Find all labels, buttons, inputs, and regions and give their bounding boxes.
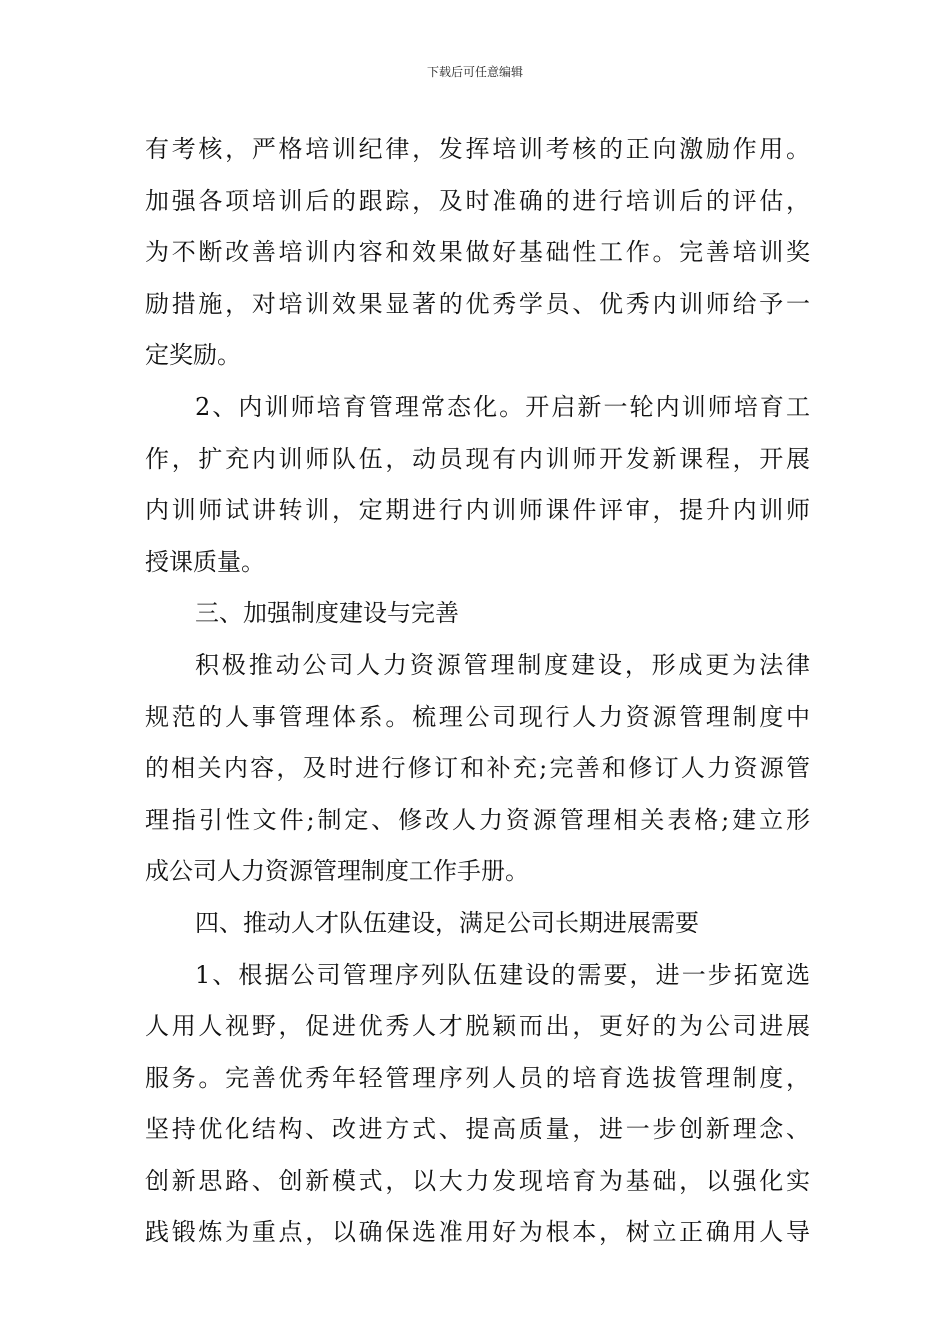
text-line: 内训师试讲转训，定期进行内训师课件评审，提升内训师 [145, 496, 810, 525]
text-line: 1、根据公司管理序列队伍建设的需要，进一步拓宽选 [195, 960, 810, 989]
text-line: 服务。完善优秀年轻管理序列人员的培育选拔管理制度， [145, 1063, 810, 1092]
text-line: 三、加强制度建设与完善 [195, 599, 459, 628]
text-line: 定奖励。 [145, 341, 241, 370]
text-line: 创新思路、创新模式，以大力发现培育为基础，以强化实 [145, 1166, 810, 1195]
text-line: 为不断改善培训内容和效果做好基础性工作。完善培训奖 [145, 238, 810, 267]
text-line: 2、内训师培育管理常态化。开启新一轮内训师培育工 [195, 392, 810, 421]
text-line: 成公司人力资源管理制度工作手册。 [145, 857, 529, 886]
text-line: 加强各项培训后的跟踪，及时准确的进行培训后的评估， [145, 186, 810, 215]
page-header: 下载后可任意编辑 [426, 65, 523, 79]
text-line: 授课质量。 [145, 547, 265, 576]
text-line: 励措施，对培训效果显著的优秀学员、优秀内训师给予一 [145, 289, 810, 318]
text-line: 践锻炼为重点，以确保选准用好为根本，树立正确用人导 [145, 1218, 810, 1247]
text-line: 积极推动公司人力资源管理制度建设，形成更为法律 [195, 650, 810, 679]
document-body [145, 124, 810, 1259]
text-line: 人用人视野，促进优秀人才脱颖而出，更好的为公司进展 [145, 1012, 810, 1041]
text-line: 规范的人事管理体系。梳理公司现行人力资源管理制度中 [145, 702, 810, 731]
text-line: 理指引性文件;制定、修改人力资源管理相关表格;建立形 [145, 805, 810, 834]
text-line: 有考核，严格培训纪律，发挥培训考核的正向激励作用。 [145, 135, 810, 163]
text-line: 作，扩充内训师队伍，动员现有内训师开发新课程，开展 [145, 444, 810, 473]
text-line: 四、推动人才队伍建设，满足公司长期进展需要 [195, 908, 699, 937]
text-line: 坚持优化结构、改进方式、提高质量，进一步创新理念、 [145, 1115, 810, 1144]
text-line: 的相关内容，及时进行修订和补充;完善和修订人力资源管 [145, 754, 810, 783]
